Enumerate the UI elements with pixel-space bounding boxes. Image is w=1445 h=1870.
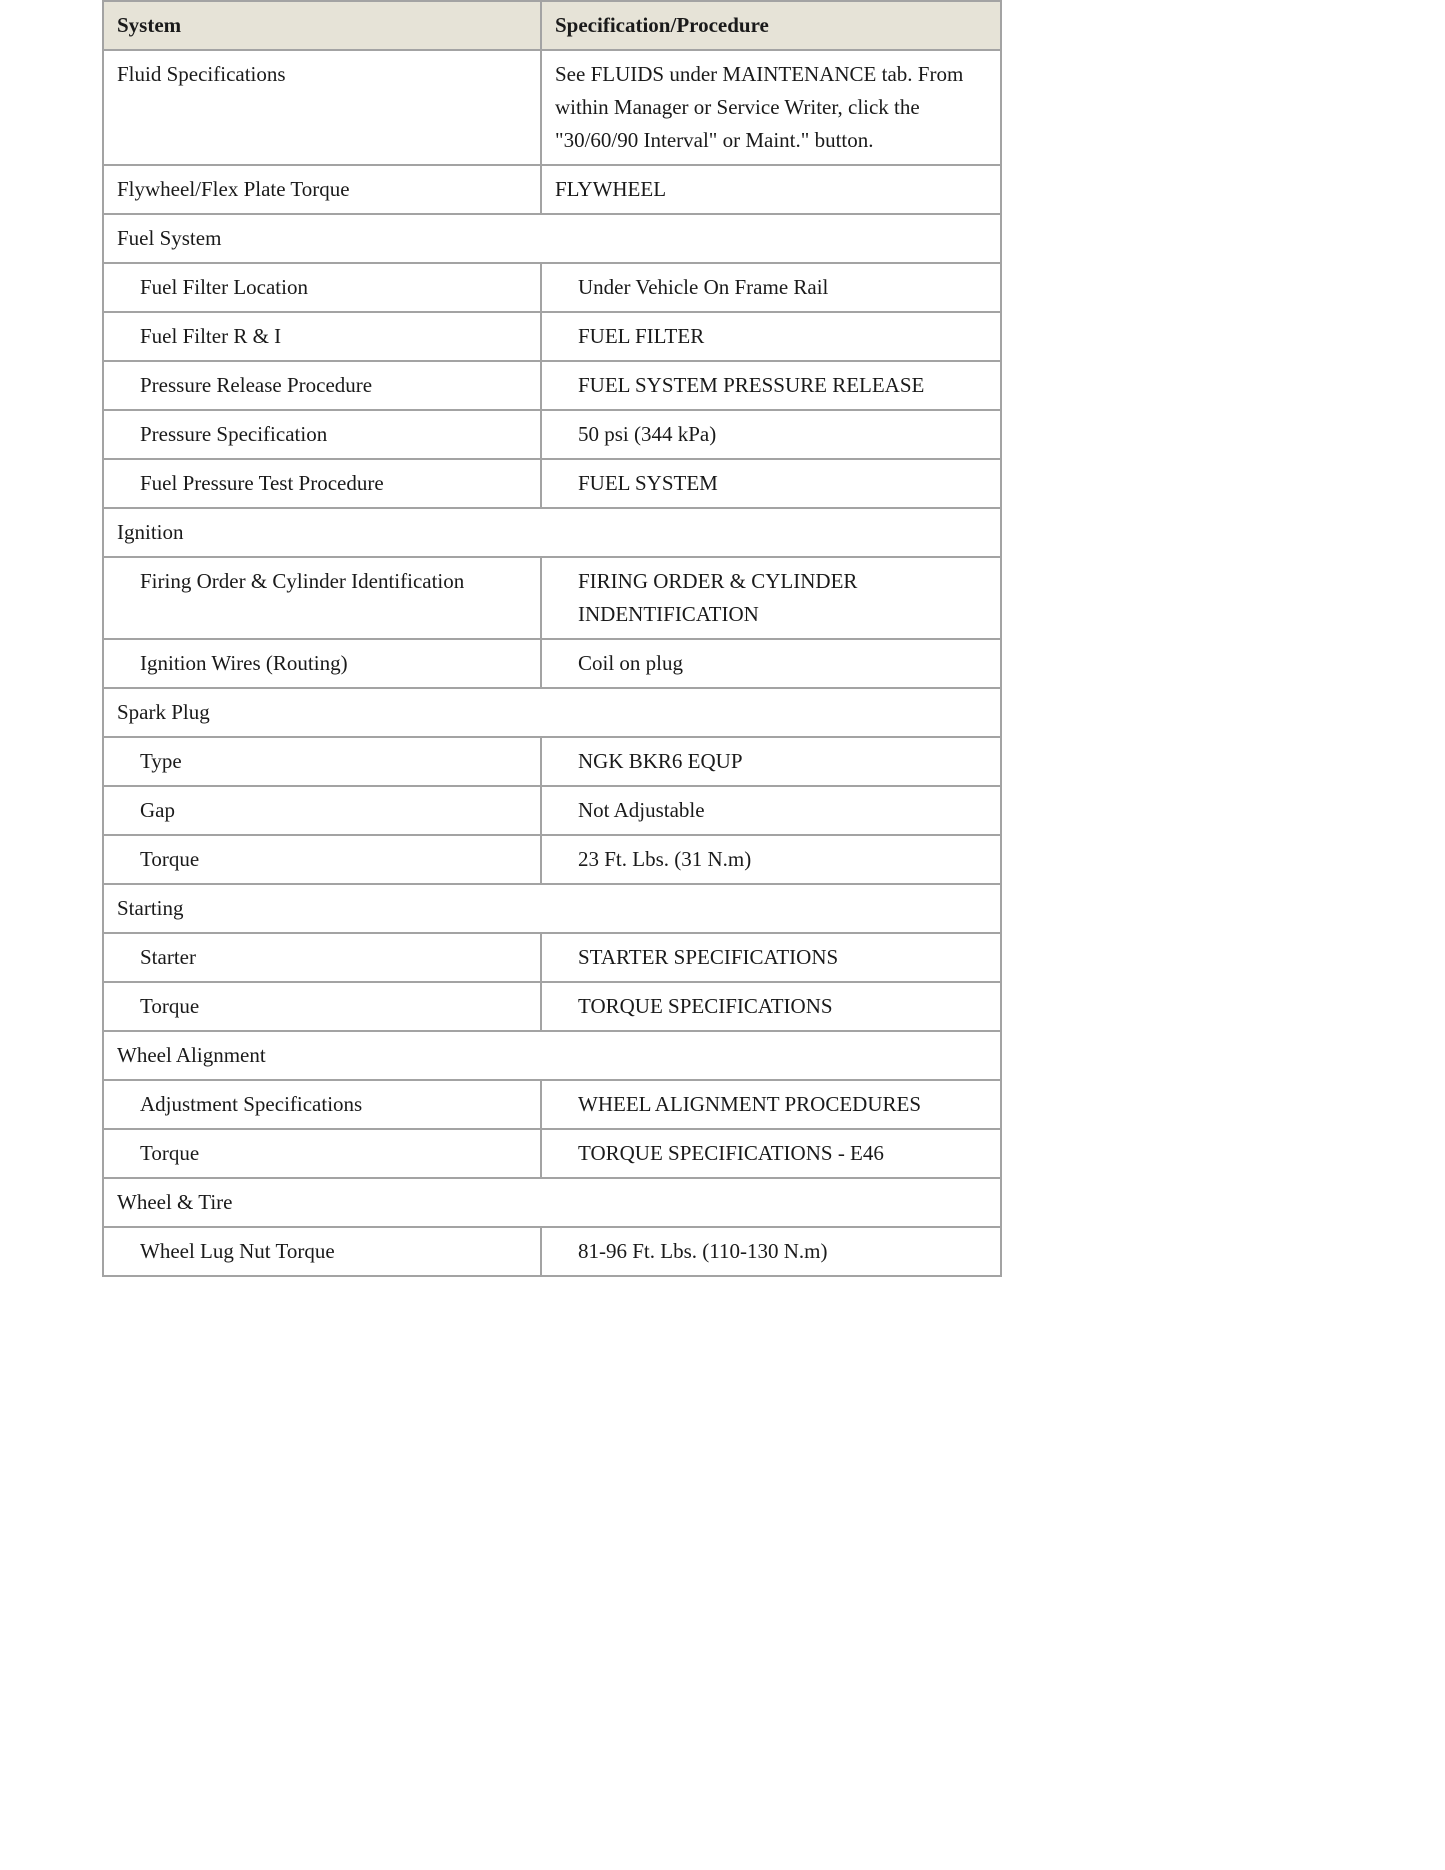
specification-cell: 50 psi (344 kPa): [541, 410, 1001, 459]
system-cell: Fuel Filter Location: [103, 263, 541, 312]
specification-cell: 81-96 Ft. Lbs. (110-130 N.m): [541, 1227, 1001, 1276]
sub-item-row: [103, 1080, 1001, 1129]
specification-cell: FIRING ORDER & CYLINDER INDENTIFICATION: [541, 557, 1001, 639]
specification-cell: TORQUE SPECIFICATIONS: [541, 982, 1001, 1031]
header-row: [103, 1, 1001, 50]
system-cell: Fuel Filter R & I: [103, 312, 541, 361]
section-title: Wheel Alignment: [103, 1031, 1001, 1080]
system-cell: Fuel Pressure Test Procedure: [103, 459, 541, 508]
sub-item-row: [103, 786, 1001, 835]
sub-item-row: [103, 312, 1001, 361]
specification-cell: See FLUIDS under MAINTENANCE tab. From within Manager or Service Writer, click the "30/60/90 Interval" or Maint." button.: [541, 50, 1001, 165]
specification-cell: FLYWHEEL: [541, 165, 1001, 214]
system-cell: Torque: [103, 982, 541, 1031]
section-title: Ignition: [103, 508, 1001, 557]
section-title: Starting: [103, 884, 1001, 933]
column-header-system: System: [103, 1, 541, 50]
specification-cell: FUEL SYSTEM PRESSURE RELEASE: [541, 361, 1001, 410]
system-cell: Adjustment Specifications: [103, 1080, 541, 1129]
system-cell: Flywheel/Flex Plate Torque: [103, 165, 541, 214]
table-row: [103, 165, 1001, 214]
sub-item-row: [103, 459, 1001, 508]
section-row: [103, 688, 1001, 737]
column-header-specification: Specification/Procedure: [541, 1, 1001, 50]
system-cell: Pressure Release Procedure: [103, 361, 541, 410]
sub-item-row: [103, 557, 1001, 639]
table-header: [103, 1, 1001, 50]
system-cell: Pressure Specification: [103, 410, 541, 459]
system-cell: Type: [103, 737, 541, 786]
sub-item-row: [103, 1227, 1001, 1276]
sub-item-row: [103, 361, 1001, 410]
specification-cell: Coil on plug: [541, 639, 1001, 688]
section-row: [103, 1178, 1001, 1227]
specification-cell: STARTER SPECIFICATIONS: [541, 933, 1001, 982]
specification-cell: Not Adjustable: [541, 786, 1001, 835]
sub-item-row: [103, 933, 1001, 982]
section-row: [103, 508, 1001, 557]
system-cell: Fluid Specifications: [103, 50, 541, 165]
section-title: Fuel System: [103, 214, 1001, 263]
system-cell: Ignition Wires (Routing): [103, 639, 541, 688]
specification-cell: Under Vehicle On Frame Rail: [541, 263, 1001, 312]
system-cell: Torque: [103, 1129, 541, 1178]
section-title: Spark Plug: [103, 688, 1001, 737]
specification-cell: FUEL FILTER: [541, 312, 1001, 361]
specification-cell: FUEL SYSTEM: [541, 459, 1001, 508]
sub-item-row: [103, 982, 1001, 1031]
sub-item-row: [103, 835, 1001, 884]
specification-cell: WHEEL ALIGNMENT PROCEDURES: [541, 1080, 1001, 1129]
table-row: [103, 50, 1001, 165]
sub-item-row: [103, 737, 1001, 786]
sub-item-row: [103, 639, 1001, 688]
system-cell: Torque: [103, 835, 541, 884]
section-row: [103, 884, 1001, 933]
section-row: [103, 214, 1001, 263]
system-cell: Starter: [103, 933, 541, 982]
specification-cell: NGK BKR6 EQUP: [541, 737, 1001, 786]
system-cell: Firing Order & Cylinder Identification: [103, 557, 541, 639]
sub-item-row: [103, 263, 1001, 312]
specification-cell: 23 Ft. Lbs. (31 N.m): [541, 835, 1001, 884]
section-row: [103, 1031, 1001, 1080]
system-cell: Gap: [103, 786, 541, 835]
sub-item-row: [103, 410, 1001, 459]
system-cell: Wheel Lug Nut Torque: [103, 1227, 541, 1276]
sub-item-row: [103, 1129, 1001, 1178]
specification-table: [102, 0, 1002, 1277]
section-title: Wheel & Tire: [103, 1178, 1001, 1227]
table-body: [103, 50, 1001, 1276]
specification-cell: TORQUE SPECIFICATIONS - E46: [541, 1129, 1001, 1178]
